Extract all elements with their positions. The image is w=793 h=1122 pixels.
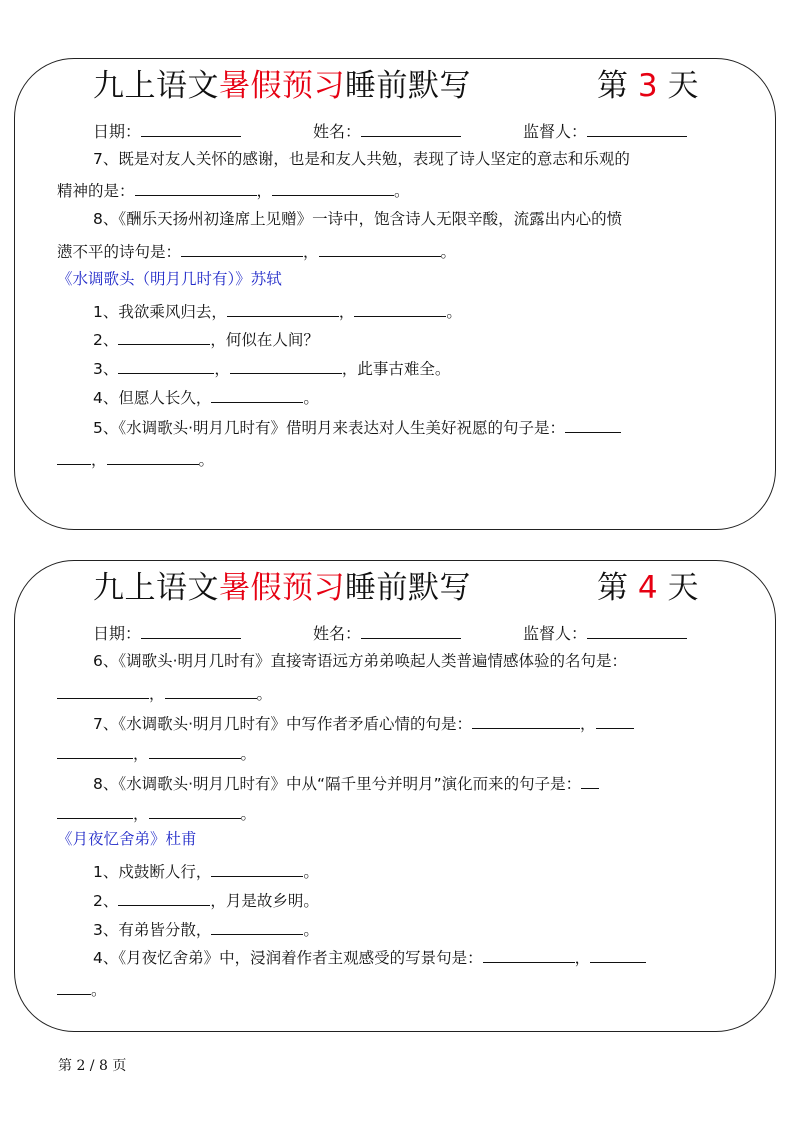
- recite-line-1[interactable]: 1、戍鼓断人行， 。: [93, 863, 319, 881]
- day-number: 3: [637, 68, 658, 104]
- poem-title: 《水调歌头（明月几时有）》苏轼: [57, 270, 282, 288]
- supervisor-field[interactable]: 监督人：: [523, 121, 687, 142]
- name-field[interactable]: 姓名：: [313, 121, 461, 142]
- question-7-answer[interactable]: 精神的是： ， 。: [57, 182, 410, 200]
- worksheet-card-day-3: [14, 58, 776, 530]
- recite-line-2[interactable]: 2、 ，月是故乡明。: [93, 892, 319, 910]
- question-4-answer[interactable]: 。: [57, 979, 107, 1000]
- question-7-text: 7、既是对友人关怀的感谢，也是和友人共勉，表现了诗人坚定的意志和乐观的: [93, 150, 630, 168]
- name-field[interactable]: 姓名：: [313, 623, 461, 644]
- question-8-text: 8、《酬乐天扬州初逢席上见赠》一诗中，饱含诗人无限辛酸，流露出内心的愤: [93, 210, 623, 228]
- question-6-answer[interactable]: ， 。: [57, 683, 272, 704]
- question-8-answer[interactable]: ， 。: [57, 803, 256, 824]
- card-title: 九上语文暑假预习睡前默写: [93, 68, 471, 104]
- card-title: 九上语文暑假预习睡前默写: [93, 570, 471, 606]
- recite-line-3[interactable]: 3、 ， ，此事古难全。: [93, 360, 451, 378]
- question-6-text: 6、《调歌头·明月几时有》直接寄语远方弟弟唤起人类普遍情感体验的名句是：: [93, 652, 628, 670]
- question-5-text: 5、《水调歌头·明月几时有》借明月来表达对人生美好祝愿的句子是：: [93, 417, 621, 438]
- question-8-text: 8、《水调歌头·明月几时有》中从“隔千里兮并明月”演化而来的句子是：: [93, 773, 599, 794]
- day-number: 4: [637, 570, 658, 606]
- question-4-text: 4、《月夜忆舍弟》中，浸润着作者主观感受的写景句是： ，: [93, 947, 646, 968]
- supervisor-field[interactable]: 监督人：: [523, 623, 687, 644]
- question-8-answer[interactable]: 懑不平的诗句是： ， 。: [57, 243, 457, 261]
- recite-line-1[interactable]: 1、我欲乘风归去， ， 。: [93, 303, 462, 321]
- question-7-answer[interactable]: ， 。: [57, 743, 256, 764]
- page-footer: 第 2 / 8 页: [58, 1058, 127, 1074]
- worksheet-card-day-4: [14, 560, 776, 1032]
- date-field[interactable]: 日期：: [93, 121, 241, 142]
- day-label: 第 3 天: [597, 68, 699, 104]
- recite-line-2[interactable]: 2、 ，何似在人间？: [93, 331, 319, 349]
- poem-title: 《月夜忆舍弟》杜甫: [57, 830, 197, 848]
- question-5-answer[interactable]: ， 。: [57, 449, 214, 470]
- date-field[interactable]: 日期：: [93, 623, 241, 644]
- recite-line-4[interactable]: 4、但愿人长久， 。: [93, 389, 319, 407]
- day-label: 第 4 天: [597, 570, 699, 606]
- question-7-text: 7、《水调歌头·明月几时有》中写作者矛盾心情的句是： ，: [93, 713, 634, 734]
- recite-line-3[interactable]: 3、有弟皆分散， 。: [93, 921, 319, 939]
